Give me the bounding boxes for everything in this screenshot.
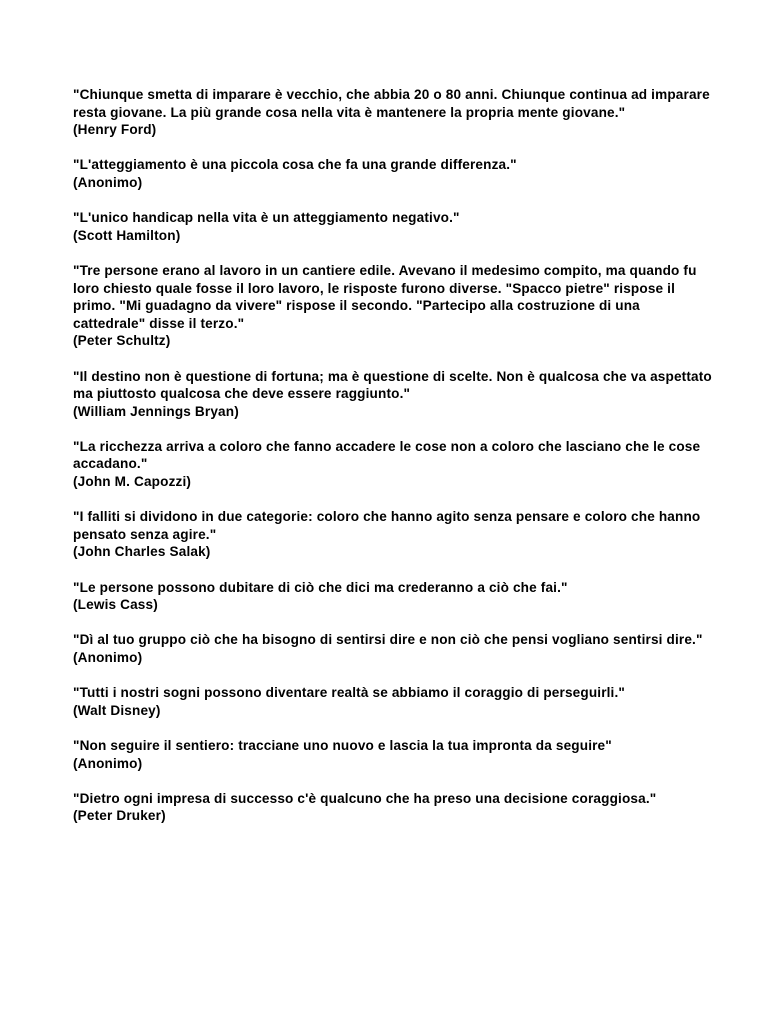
quote-block — [73, 579, 713, 614]
quote-text: "Il destino non è questione di fortuna; ma è questione di scelte. Non è qualcosa che va aspettato ma piuttosto qualcosa che deve essere raggiunto." — [73, 368, 712, 402]
quote-text: "Tre persone erano al lavoro in un cantiere edile. Avevano il medesimo compito, ma quando fu loro chiesto quale fosse il loro lavoro, le risposte furono diverse. "Spacco pietre" rispose il primo. "Mi guadagno da vivere" rispose il secondo. "Partecipo alla costruzione di una cattedrale" disse il terzo." — [73, 262, 697, 331]
quote-text: "La ricchezza arriva a coloro che fanno accadere le cose non a coloro che lasciano che le cose accadano." — [73, 438, 701, 472]
quote-block — [73, 262, 713, 350]
quote-text: "Chiunque smetta di imparare è vecchio, che abbia 20 o 80 anni. Chiunque continua ad imparare resta giovane. La più grande cosa nella vita è mantenere la propria mente giovane." — [73, 87, 710, 120]
quote-author: (John M. Capozzi) — [73, 474, 192, 490]
quote-block — [73, 368, 713, 421]
quote-text: "Dietro ogni impresa di successo c'è qualcuno che ha preso una decisione coraggiosa." — [73, 790, 657, 806]
quote-block — [73, 86, 713, 139]
quote-author: (Anonimo) — [73, 755, 143, 771]
quote-text: "Non seguire il sentiero: tracciane uno nuovo e lascia la tua impronta da seguire" — [73, 737, 612, 753]
quote-block — [73, 790, 713, 825]
quote-author: (Lewis Cass) — [73, 597, 158, 613]
quote-author: (Peter Druker) — [73, 808, 166, 824]
quote-author: (William Jennings Bryan) — [73, 403, 239, 419]
quote-author: (Scott Hamilton) — [73, 227, 181, 243]
quote-block — [73, 438, 713, 491]
quote-text: "Le persone possono dubitare di ciò che dici ma crederanno a ciò che fai." — [73, 579, 568, 595]
quote-author: (Anonimo) — [73, 650, 143, 665]
quote-text: "I falliti si dividono in due categorie: coloro che hanno agito senza pensare e coloro che hanno pensato senza agire." — [73, 509, 701, 542]
quote-text: "L'atteggiamento è una piccola cosa che fa una grande differenza." — [73, 157, 517, 173]
quote-block — [73, 631, 713, 666]
quote-author: (Anonimo) — [73, 174, 143, 190]
quote-block — [73, 737, 713, 772]
quote-text: "Dì al tuo gruppo ciò che ha bisogno di sentirsi dire e non ciò che pensi vogliano sentirsi dire." — [73, 632, 703, 648]
quote-block — [73, 209, 713, 244]
quote-author: (Walt Disney) — [73, 702, 161, 718]
quote-author: (Henry Ford) — [73, 122, 157, 138]
quote-author: (Peter Schultz) — [73, 333, 171, 349]
quote-text: "Tutti i nostri sogni possono diventare realtà se abbiamo il coraggio di perseguirli." — [73, 685, 626, 701]
quote-text: "L'unico handicap nella vita è un atteggiamento negativo." — [73, 210, 460, 226]
quote-block — [73, 156, 713, 191]
quote-block — [73, 684, 713, 719]
quote-block — [73, 508, 713, 561]
quote-author: (John Charles Salak) — [73, 544, 211, 560]
document-page — [73, 86, 713, 843]
